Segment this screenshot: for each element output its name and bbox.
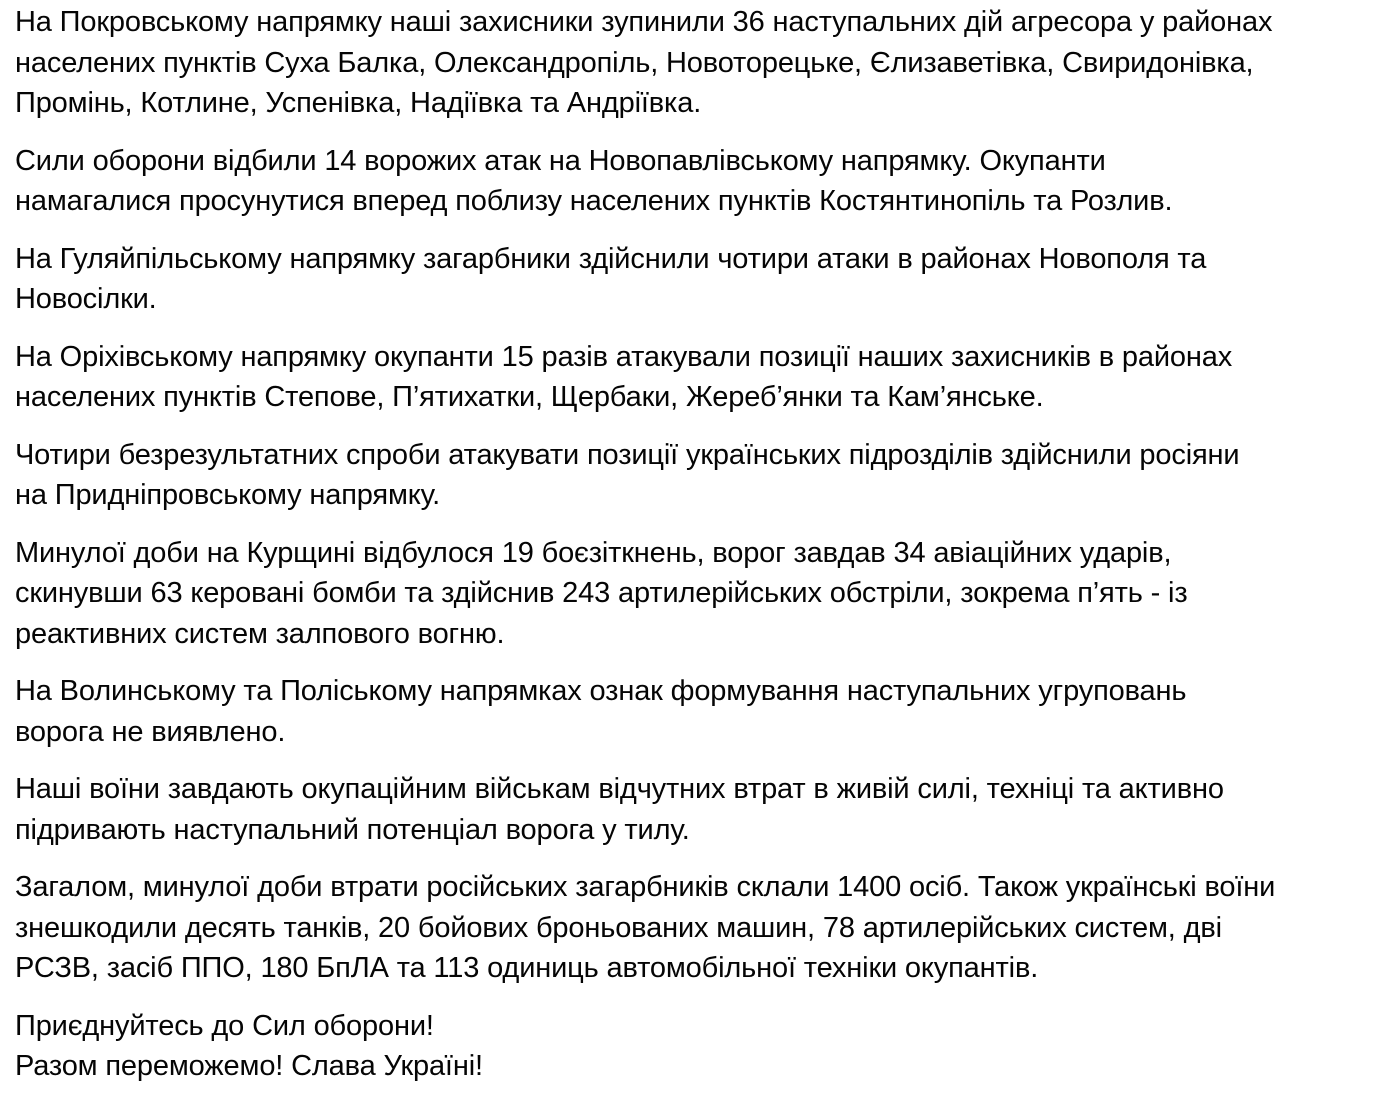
paragraph-prydniprovskyi bbox=[15, 435, 1395, 516]
paragraph-enemy-losses-rear bbox=[15, 769, 1395, 850]
text-line: Чотири безрезультатних спроби атакувати позиції українських підрозділів здійснили росіяни bbox=[15, 438, 1240, 471]
paragraph-pokrovsk bbox=[15, 2, 1395, 124]
text-line: РСЗВ, засіб ППО, 180 БпЛА та 113 одиниць автомобільної техніки окупантів. bbox=[15, 952, 1039, 984]
text-line: На Оріхівському напрямку окупанти 15 разів атакували позиції наших захисників в районах bbox=[15, 340, 1233, 373]
text-line: Сили оборони відбили 14 ворожих атак на Новопавлівському напрямку. Окупанти bbox=[15, 144, 1106, 177]
paragraph-kursk bbox=[15, 533, 1395, 655]
paragraph-huliaipole bbox=[15, 239, 1395, 320]
paragraph-orikhiv bbox=[15, 337, 1395, 418]
text-line: скинувши 63 керовані бомби та здійснив 243 артилерійських обстріли, зокрема п’ять - із bbox=[15, 577, 1188, 609]
paragraph-volyn-polissia bbox=[15, 671, 1395, 752]
text-line: населених пунктів Степове, П’ятихатки, Щербаки, Жереб’янки та Кам’янське. bbox=[15, 381, 1044, 413]
text-line: На Волинському та Поліському напрямках ознак формування наступальних угруповань bbox=[15, 675, 1187, 707]
paragraph-novopavlivka bbox=[15, 141, 1395, 222]
text-line: ворога не виявлено. bbox=[15, 715, 286, 748]
text-line: Новосілки. bbox=[15, 283, 157, 315]
text-line: намагалися просунутися вперед поблизу населених пунктів Костянтинопіль та Розлив. bbox=[15, 185, 1173, 217]
text-line: Разом переможемо! Слава Україні! bbox=[15, 1050, 483, 1082]
text-line: Наші воїни завдають окупаційним військам відчутних втрат в живій силі, техніці та активно bbox=[15, 773, 1224, 805]
text-line: Загалом, минулої доби втрати російських загарбників склали 1400 осіб. Також українські воїни bbox=[15, 871, 1276, 903]
paragraph-daily-losses-summary bbox=[15, 867, 1395, 989]
text-line: Приєднуйтесь до Сил оборони! bbox=[15, 1009, 434, 1042]
post-text-body bbox=[15, 2, 1395, 1087]
text-line: реактивних систем залпового вогню. bbox=[15, 617, 505, 650]
paragraph-closing-call bbox=[15, 1006, 1395, 1087]
text-line: Минулої доби на Курщині відбулося 19 боєзіткнень, ворог завдав 34 авіаційних ударів, bbox=[15, 536, 1172, 569]
text-line: знешкодили десять танків, 20 бойових броньованих машин, 78 артилерійських систем, дві bbox=[15, 911, 1222, 944]
text-line: підривають наступальний потенціал ворога у тилу. bbox=[15, 813, 690, 846]
text-line: на Придніпровському напрямку. bbox=[15, 479, 440, 511]
text-line: На Покровському напрямку наші захисники зупинили 36 наступальних дій агресора у районах bbox=[15, 6, 1273, 38]
text-line: населених пунктів Суха Балка, Олександропіль, Новоторецьке, Єлизаветівка, Свиридонівка, bbox=[15, 46, 1254, 79]
text-line: Промінь, Котлине, Успенівка, Надіївка та Андріївка. bbox=[15, 87, 702, 119]
text-line: На Гуляйпільському напрямку загарбники здійснили чотири атаки в районах Новополя та bbox=[15, 242, 1207, 275]
